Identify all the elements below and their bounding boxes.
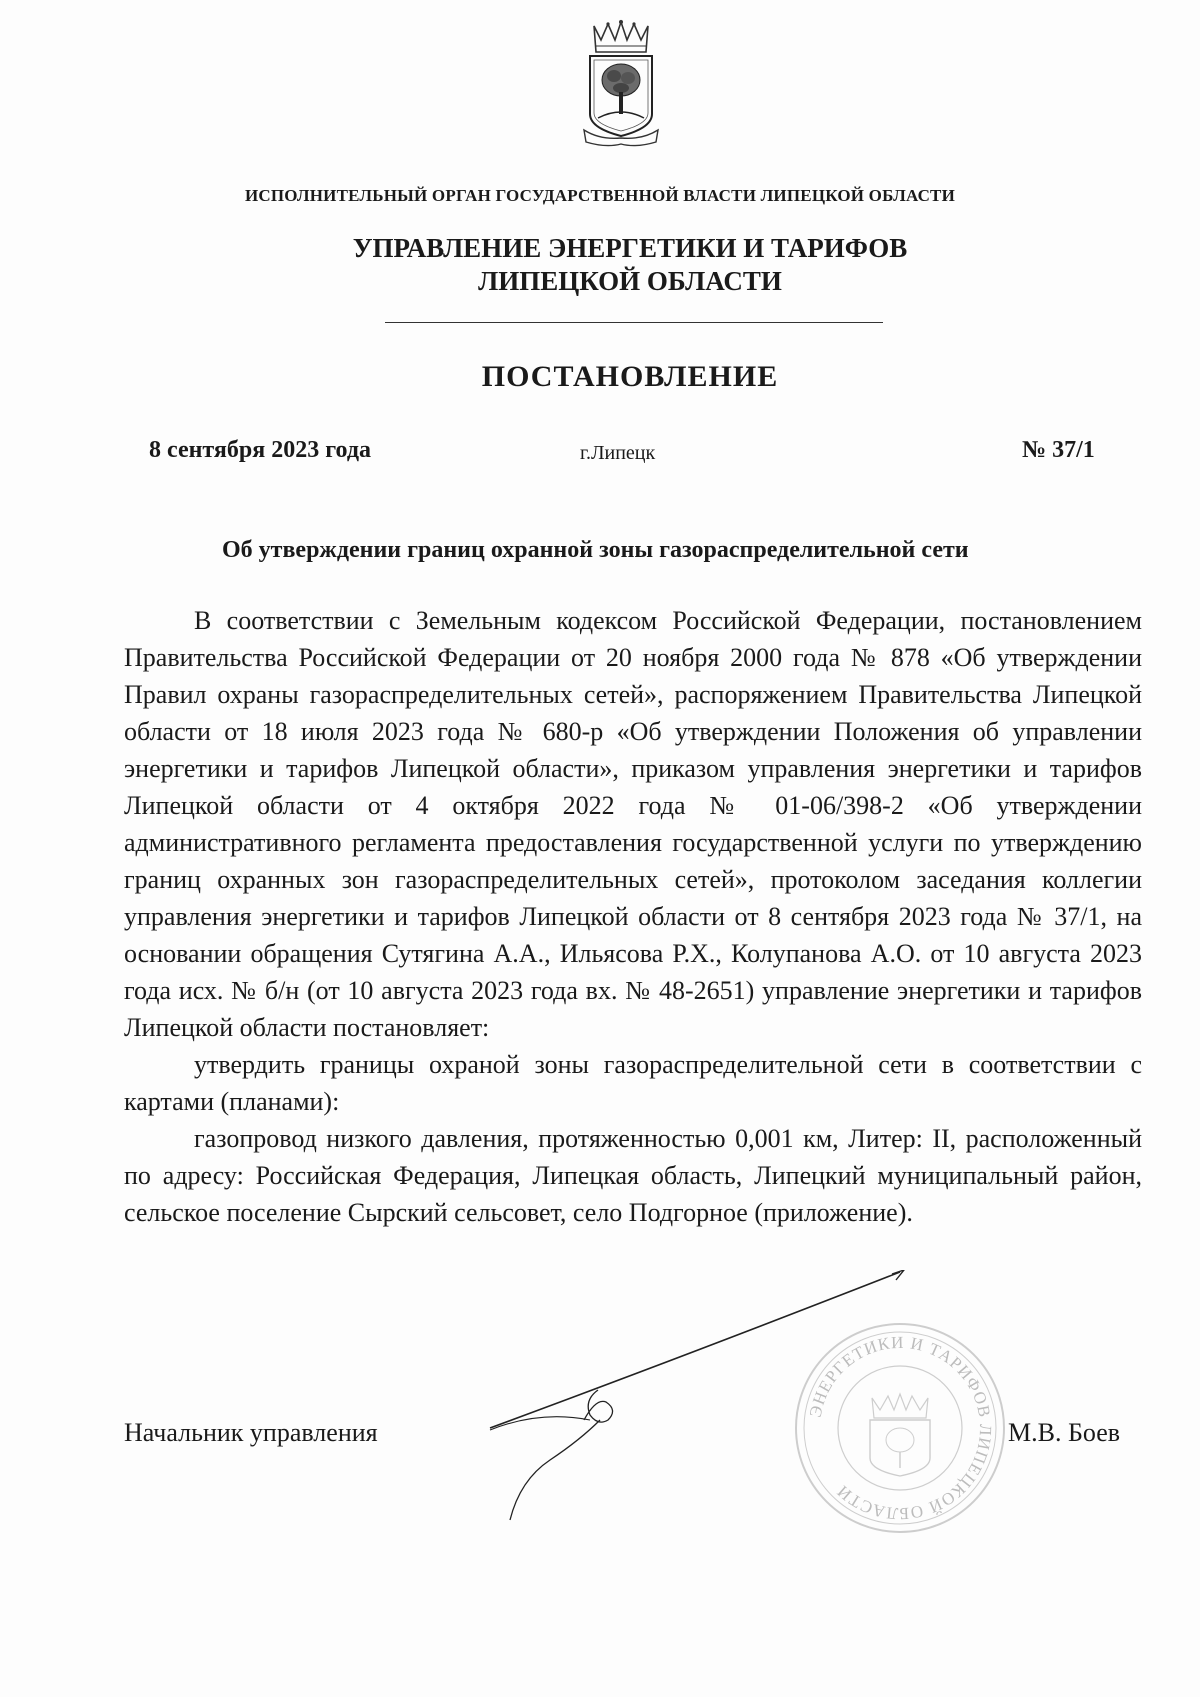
document-type: ПОСТАНОВЛЕНИЕ xyxy=(481,360,779,393)
authority-name: ИСПОЛНИТЕЛЬНЫЙ ОРГАН ГОСУДАРСТВЕННОЙ ВЛАСТИ ЛИПЕЦКОЙ ОБЛАСТИ xyxy=(244,186,956,205)
document-number: № 37/1 xyxy=(1022,437,1095,463)
lipetsk-coat-of-arms-icon xyxy=(576,18,666,148)
body-paragraph: утвердить границы охраной зоны газораспределительной сети в соответствии с картами (планами): xyxy=(124,1050,1142,1116)
document-date: 8 сентября 2023 года xyxy=(149,437,371,463)
agency-name-line1: УПРАВЛЕНИЕ ЭНЕРГЕТИКИ И ТАРИФОВ xyxy=(352,233,908,263)
document-body xyxy=(124,602,1142,1231)
signatory-position: Начальник управления xyxy=(124,1418,378,1447)
agency-name xyxy=(0,232,1200,298)
body-paragraph: В соответствии с Земельным кодексом Российской Федерации, постановлением Правительства Российской Федерации от 20 ноября 2000 года № 878 «Об утверждении Правил охраны газораспределительных сетей», распоряжением Правительства Липецкой области от 18 июля 2023 года № 680-р «Об утверждении Положения об управлении энергетики и тарифов Липецкой области», приказом управления энергетики и тарифов Липецкой области от 4 октября 2022 года № 01-06/398-2 «Об утверждении административного регламента предоставления государственной услуги по утверждению границ охранных зон газораспределительных сетей», протоколом заседания коллегии управления энергетики и тарифов Липецкой области от 8 сентября 2023 года № 37/1, на основании обращения Сутягина А.А., Ильясова Р.Х., Колупанова А.О. от 10 августа 2023 года исх. № б/н (от 10 августа 2023 года вх. № 48-2651) управление энергетики и тарифов Липецкой области постановляет: xyxy=(124,606,1142,1042)
agency-name-line2: ЛИПЕЦКОЙ ОБЛАСТИ xyxy=(478,266,782,296)
document-city: г.Липецк xyxy=(580,442,656,464)
header-divider xyxy=(385,322,883,323)
document-subject: Об утверждении границ охранной зоны газораспределительной сети xyxy=(222,537,969,563)
signatory-name: М.В. Боев xyxy=(1008,1418,1121,1447)
handwritten-signature xyxy=(480,1270,1000,1540)
svg-text:ЭНЕРГЕТИКИ И ТАРИФОВ ЛИПЕЦКОЙ: ЭНЕРГЕТИКИ И ТАРИФОВ ЛИПЕЦКОЙ ОБЛАСТИ xyxy=(805,1332,996,1524)
body-paragraph: газопровод низкого давления, протяженностью 0,001 км, Литер: II, расположенный по адресу: Российская Федерация, Липецкая область, Липецкий муниципальный район, сельское поселение Сырский сельсовет, село Подгорное (приложение). xyxy=(124,1124,1142,1227)
